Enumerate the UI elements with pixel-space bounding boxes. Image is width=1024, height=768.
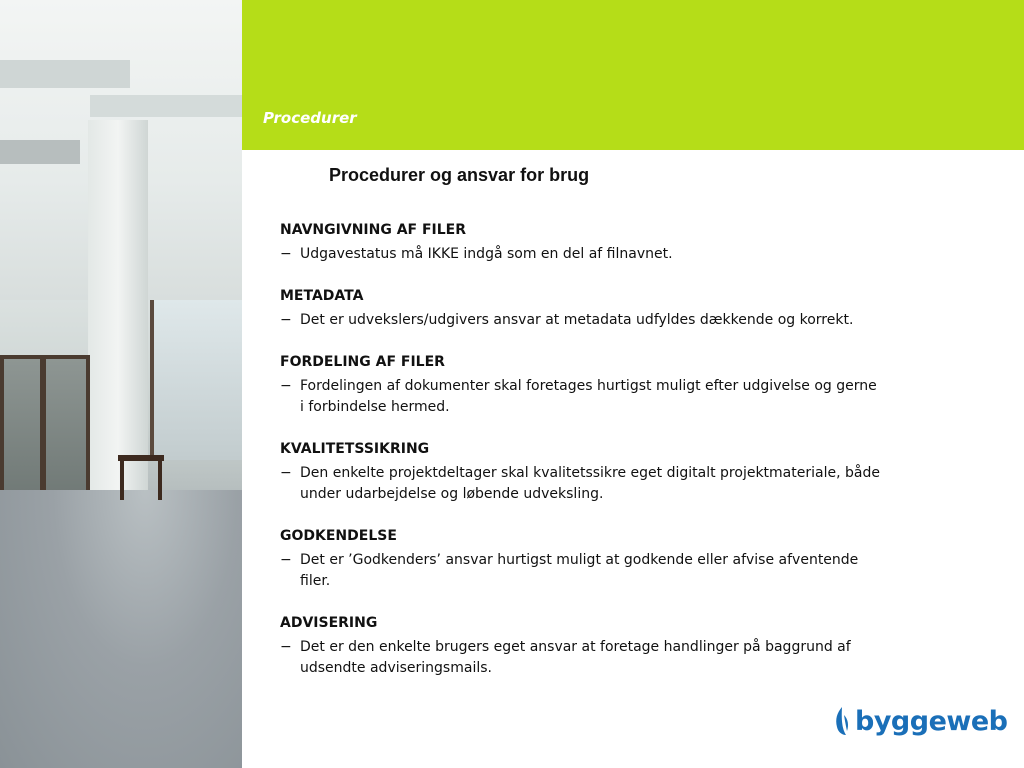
bullet-item	[280, 310, 880, 331]
photo-beam	[90, 95, 242, 117]
bullet-text: Det er ’Godkenders’ ansvar hurtigst muligt at godkende eller afvise afventende filer.	[300, 552, 859, 589]
bullet-text: Fordelingen af dokumenter skal foretages hurtigst muligt efter udgivelse og gerne i forbindelse hermed.	[300, 378, 877, 415]
bullet-dash: −	[280, 552, 292, 568]
logo-text: byggeweb	[855, 705, 1008, 737]
header-title: Procedurer	[263, 109, 357, 127]
photo-beam	[0, 60, 130, 88]
slide-title: Procedurer og ansvar for brug	[329, 165, 590, 185]
bullet-dash: −	[280, 639, 292, 655]
photo-beam	[0, 140, 80, 164]
section-heading: ADVISERING	[280, 615, 378, 631]
bullet-text: Udgavestatus må IKKE indgå som en del af filnavnet.	[300, 246, 673, 262]
bullet-item	[280, 550, 880, 592]
bullet-item	[280, 637, 880, 679]
bullet-dash: −	[280, 312, 292, 328]
section-metadata	[280, 286, 880, 331]
section-advisering	[280, 613, 880, 679]
section-heading: GODKENDELSE	[280, 528, 397, 544]
section-heading: KVALITETSSIKRING	[280, 441, 430, 457]
section-fordeling	[280, 352, 880, 418]
bullet-text: Det er den enkelte brugers eget ansvar at foretage handlinger på baggrund af udsendte adviseringsmails.	[300, 639, 851, 676]
bullet-dash: −	[280, 246, 292, 262]
header-banner	[242, 0, 1024, 150]
photo-window	[150, 300, 242, 460]
photo-table-leg	[158, 460, 162, 500]
section-kvalitetssikring	[280, 439, 880, 505]
byggeweb-logo	[833, 705, 1007, 737]
section-heading: FORDELING AF FILER	[280, 354, 445, 370]
content-body	[280, 220, 880, 700]
photo-floor	[0, 490, 242, 768]
lobby-photo	[0, 0, 242, 768]
bullet-item	[280, 244, 880, 265]
bullet-dash: −	[280, 465, 292, 481]
section-godkendelse	[280, 526, 880, 592]
section-heading: METADATA	[280, 288, 364, 304]
photo-door-frame	[40, 355, 46, 505]
bullet-text: Det er udvekslers/udgivers ansvar at metadata udfyldes dækkende og korrekt.	[300, 312, 854, 328]
section-heading: NAVNGIVNING AF FILER	[280, 222, 467, 238]
bullet-item	[280, 376, 880, 418]
bullet-text: Den enkelte projektdeltager skal kvalitetssikre eget digitalt projektmateriale, både under udarbejdelse og løbende udveksling.	[300, 465, 880, 502]
section-navngivning	[280, 220, 880, 265]
byggeweb-logo-icon	[833, 705, 851, 737]
bullet-item	[280, 463, 880, 505]
photo-table-leg	[120, 460, 124, 500]
bullet-dash: −	[280, 378, 292, 394]
